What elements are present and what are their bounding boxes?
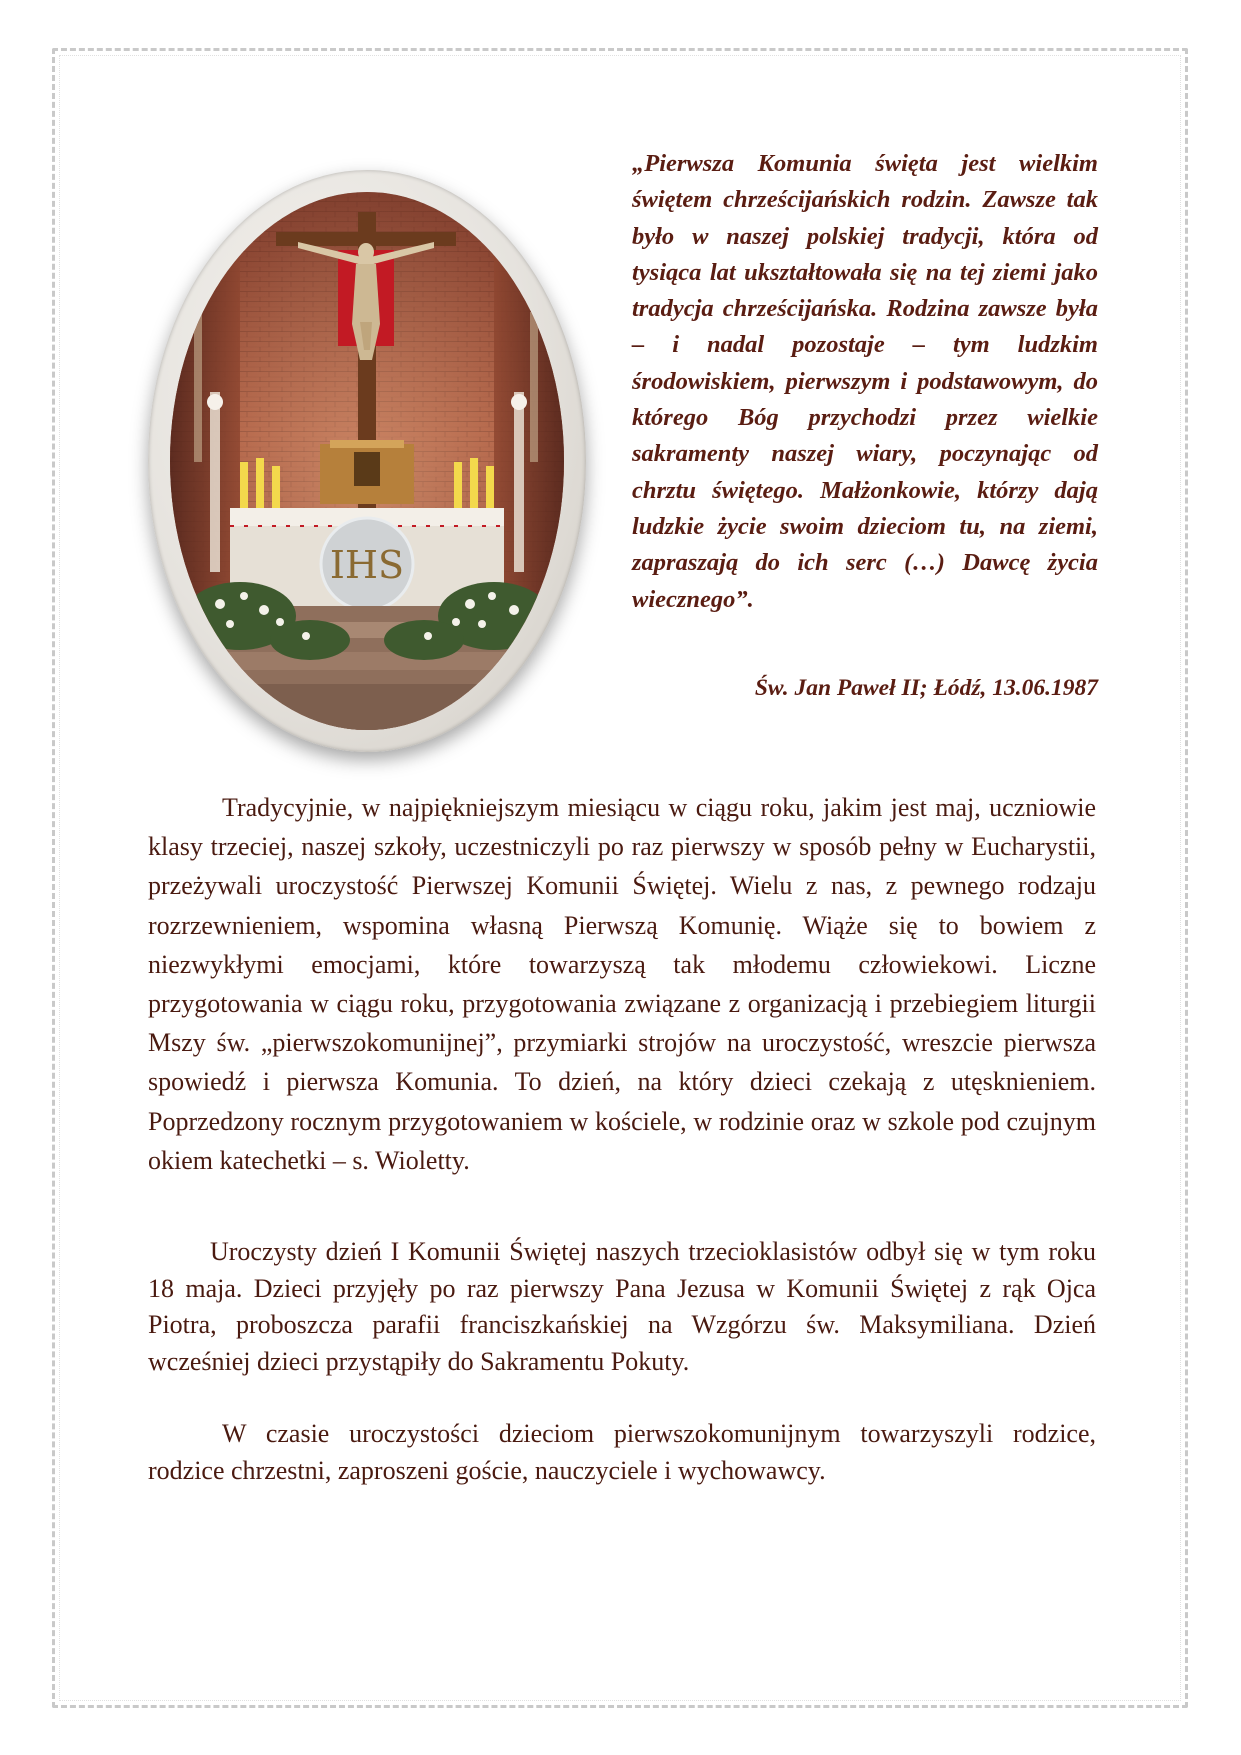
article-paragraph: Uroczysty dzień I Komunii Świętej naszych trzecioklasistów odbył się w tym roku 18 maja. Dzieci przyjęły po raz pierwszy Pana Jezusa w Komunii Świętej z rąk Ojca Piotra, proboszcza parafii franciszkańskiej na Wzgórzu św. Maksymiliana. Dzień wcześniej dzieci przystąpiły do Sakramentu Pokuty. (148, 1237, 1096, 1376)
church-altar-illustration (170, 192, 564, 730)
ihs-monogram: IHS (329, 543, 405, 587)
church-altar-photo (170, 192, 564, 730)
pope-quote: „Pierwsza Komunia święta jest wielkim świętem chrześcijańskich rodzin. Zawsze tak było w naszej polskiej tradycji, która od tysiąca lat ukształtowała się na tej ziemi jako tradycja chrześcijańska. Rodzina zawsze była – i nadal pozostaje – tym ludzkim środowiskiem, pierwszym i podstawowym, do którego Bóg przychodzi przez wielkie sakramenty naszej wiary, poczynając od chrztu świętego. Małżonkowie, którzy dają ludzkie życie swoim dzieciom tu, na ziemi, zapraszają do ich serc (…) Dawcę życia wiecznego”. (632, 150, 1098, 613)
article-paragraph: Tradycyjnie, w najpiękniejszym miesiącu w ciągu roku, jakim jest maj, uczniowie klasy trzeciej, naszej szkoły, uczestniczyli po raz pierwszy w sposób pełny w Eucharystii, przeżywali uroczystość Pierwszej Komunii Świętej. Wielu z nas, z pewnego rodzaju rozrzewnieniem, wspomina własną Pierwszą Komunię. Wiąże się to bowiem z niezwykłymi emocjami, które towarzyszą tak młodemu człowiekowi. Liczne przygotowania w ciągu roku, przygotowania związane z organizacją i przebiegiem liturgii Mszy św. „pierwszokomunijnej”, przymiarki strojów na uroczystość, wreszcie pierwsza spowiedź i pierwsza Komunia. To dzień, na który dzieci czekają z utęsknieniem. Poprzedzony rocznym przygotowaniem w kościele, w rodzinie oraz w szkole pod czujnym okiem katechetki – s. Wioletty. (148, 793, 1096, 1175)
quote-citation: Św. Jan Paweł II; Łódź, 13.06.1987 (754, 675, 1098, 701)
oval-photo-frame (148, 170, 586, 752)
article-paragraph: W czasie uroczystości dzieciom pierwszokomunijnym towarzyszyli rodzice, rodzice chrzestni, zaproszeni goście, nauczyciele i wychowawcy. (148, 1419, 1096, 1485)
